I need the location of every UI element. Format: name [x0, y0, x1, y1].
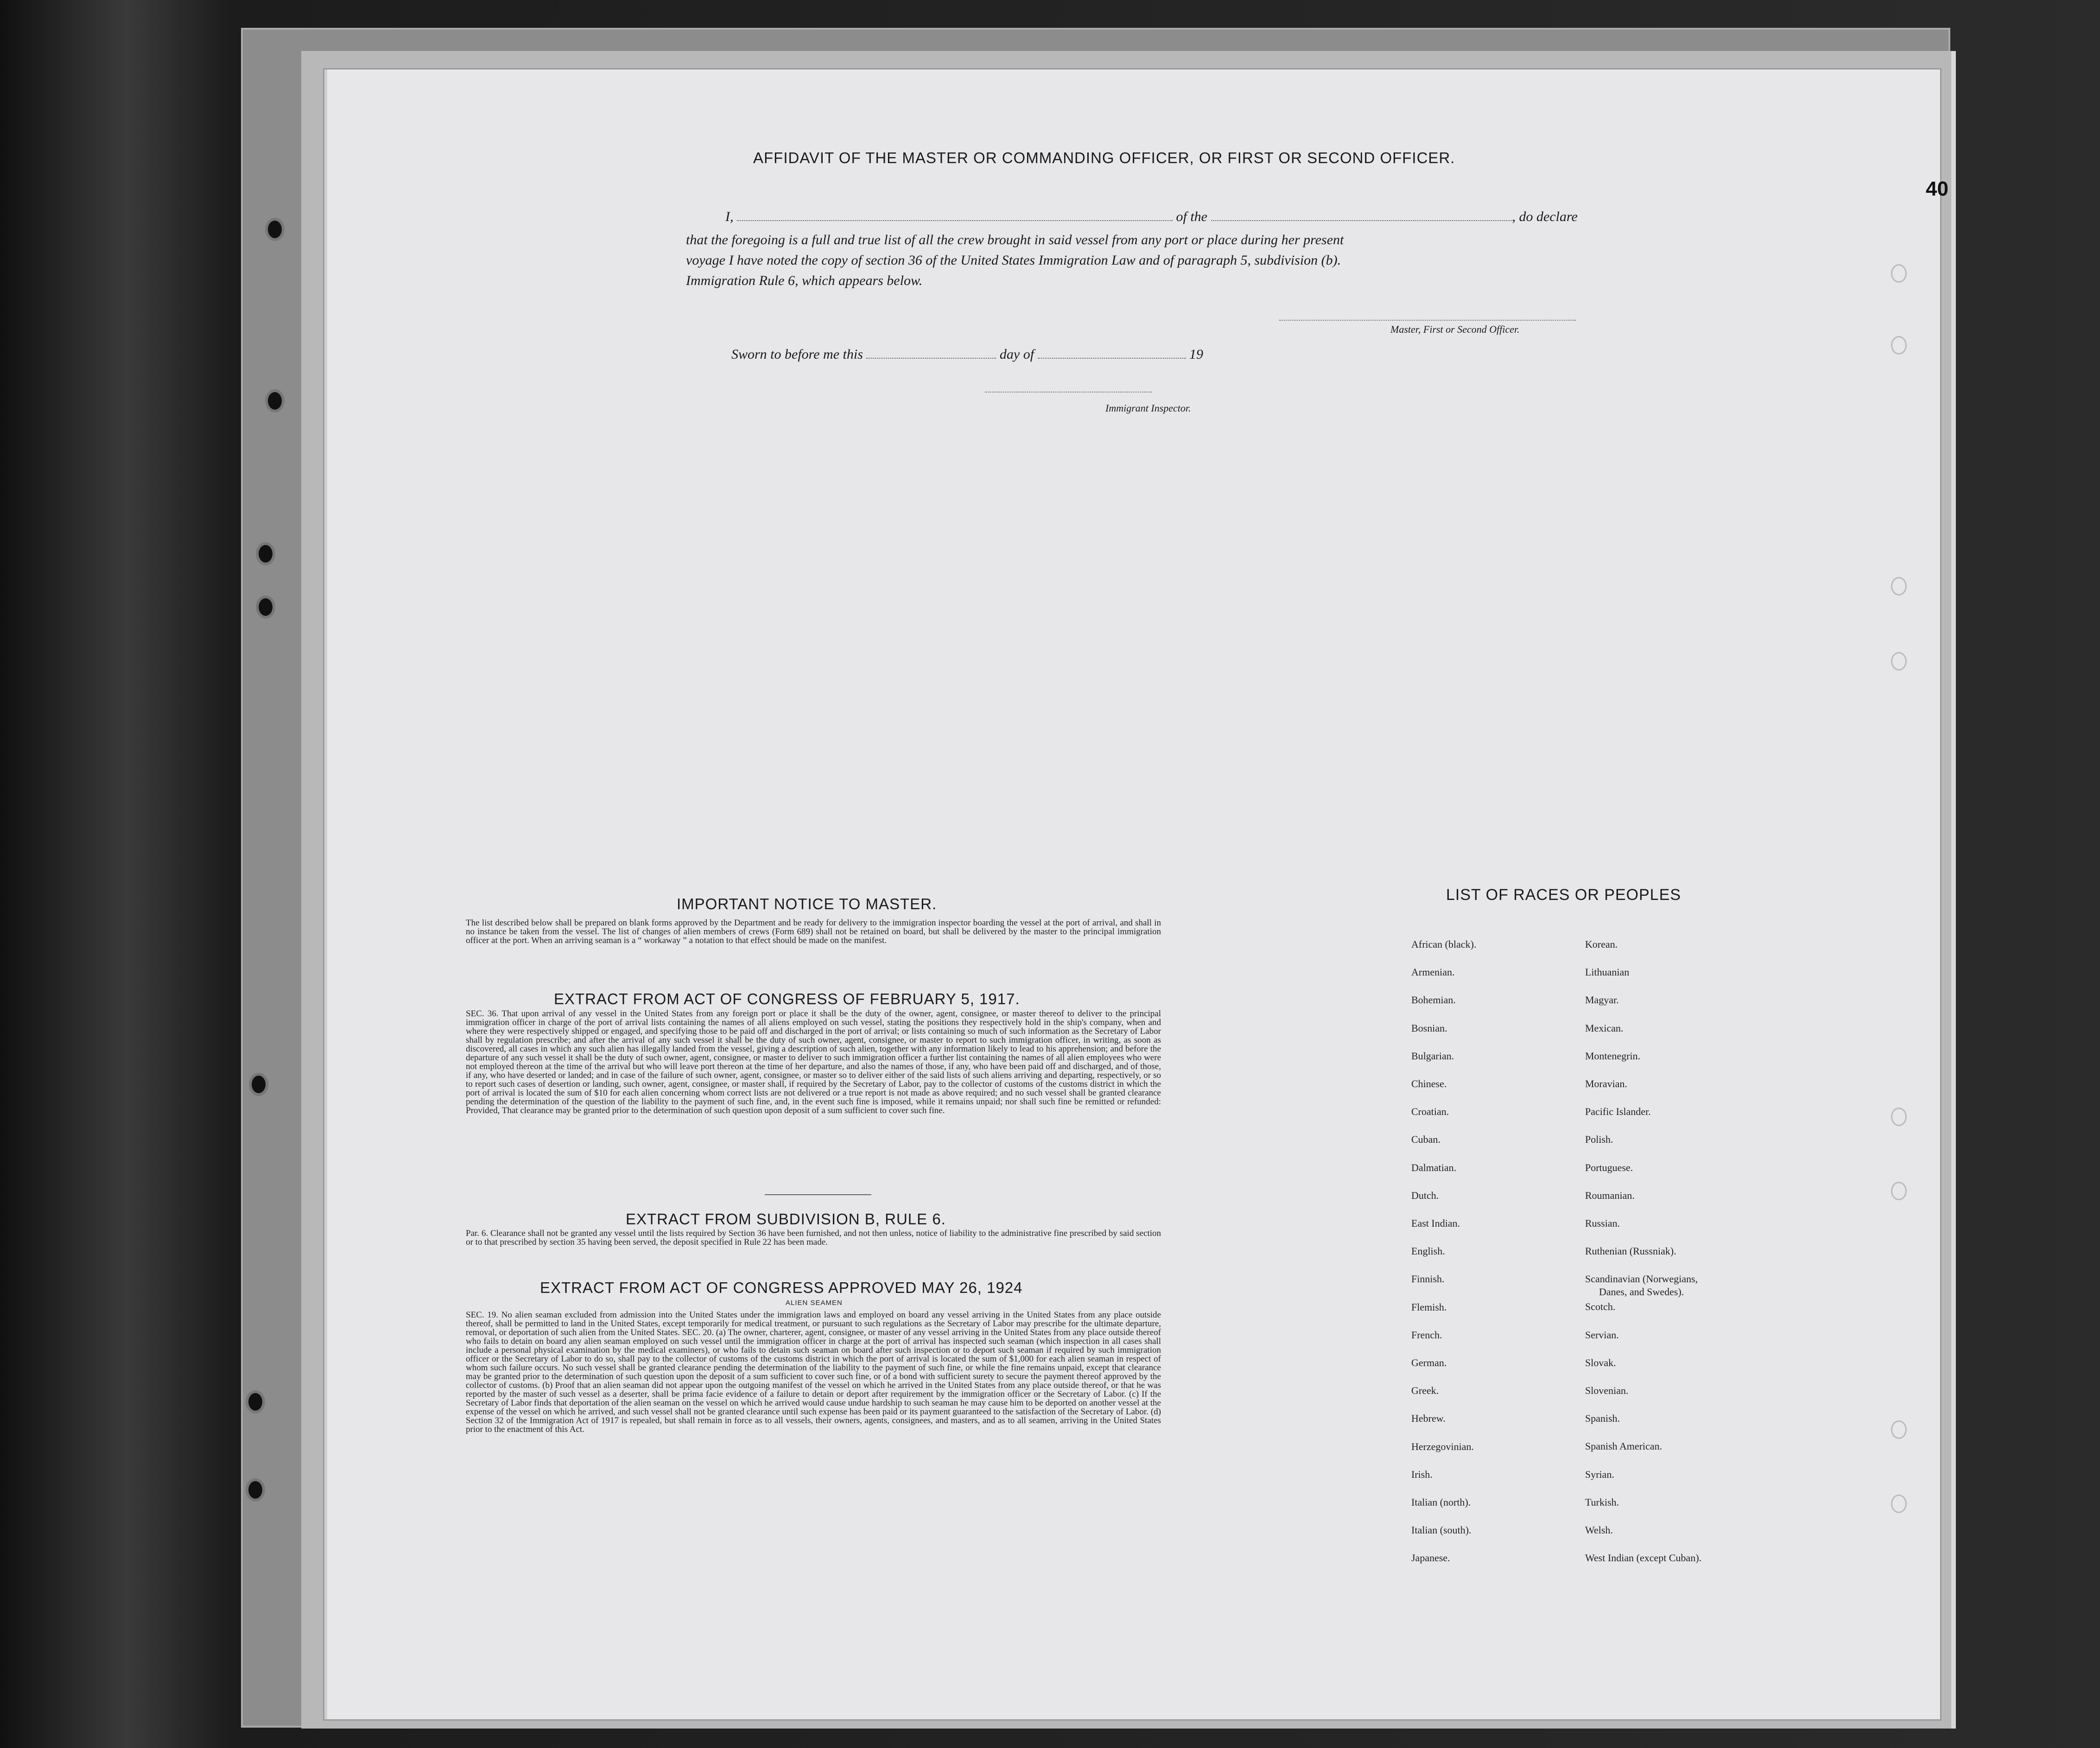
race-item: Polish.	[1585, 1134, 1613, 1145]
race-item: Croatian.	[1411, 1106, 1449, 1117]
race-item: Greek.	[1411, 1385, 1439, 1396]
race-item: Lithuanian	[1585, 966, 1630, 978]
binder-hole-icon	[265, 389, 285, 412]
day-of-text: day of	[999, 347, 1034, 362]
race-item: Hebrew.	[1411, 1412, 1446, 1424]
binder-hole-icon	[265, 218, 285, 241]
race-item: Spanish American.	[1585, 1440, 1662, 1452]
binder-hole-icon	[246, 1478, 265, 1501]
reinforcement-ring-icon	[1891, 264, 1907, 283]
race-item: Montenegrin.	[1585, 1050, 1641, 1062]
affidavit-of-the: of the	[1176, 209, 1207, 224]
reinforcement-ring-icon	[1891, 336, 1907, 355]
page-number: 40	[1926, 177, 1948, 200]
race-item: Dutch.	[1411, 1190, 1439, 1201]
extract-rule6-heading: EXTRACT FROM SUBDIVISION B, RULE 6.	[626, 1210, 946, 1228]
extract-1917-heading: EXTRACT FROM ACT OF CONGRESS OF FEBRUARY 5, 1917.	[554, 990, 1020, 1007]
binder-hole-icon	[256, 595, 275, 619]
race-item: Ruthenian (Russniak).	[1585, 1245, 1676, 1257]
race-item: West Indian (except Cuban).	[1585, 1552, 1702, 1564]
race-item: Japanese.	[1411, 1552, 1450, 1564]
affidavit-line-3: voyage I have noted the copy of section 36 of the United States Immigration Law and of paragraph 5, subdivision (b).	[686, 253, 1341, 268]
race-item: Portuguese.	[1585, 1162, 1633, 1173]
extract-1917-body: SEC. 36. That upon arrival of any vessel in the United States from any foreign port or place it shall be the duty of the owner, agent, consignee, or master thereof to deliver to the principal immigration officer in charge of the port of arrival lists containing the names of all aliens employed on such vessel, stating the positions they respectively hold in the ship's company, when and where they were respectively shipped or engaged, and specifying those to be paid off and discharged in the port of arrival; or lists containing so much of such information as the Secretary of Labor shall by regulation prescribe; and after the arrival of any such vessel it shall be the duty of such owner, agent, consignee, or master to report to such immigration officer, in writing, as soon as discovered, all cases in which any such alien has illegally landed from the vessel, giving a description of such alien, together with any information likely to lead to his apprehension; and before the departure of any such vessel it shall be the duty of such owner, agent, consignee, or master to deliver to such immigration officer a further list containing the names of all alien employees who were not employed thereon at the time of the arrival but who will leave port thereon at the time of her departure, and also the names of those, if any, who have been paid off and discharged, and of those, if any, who have deserted or landed; and in case of the failure of such owner, agent, consignee, or master so to deliver either of the said lists of such aliens arriving and departing, respectively, or so to report such cases of desertion or landing, such owner, agent, consignee, or master shall, if required by the Secretary of Labor, pay to the collector of customs of the customs district in which the port of arrival is located the sum of $10 for each alien concerning whom correct lists are not delivered or a true report is not made as above required; and no such vessel shall be granted clearance pending the determination of the question of the liability to the payment of such fine, and, in the event such fine is imposed, while it remains unpaid; nor shall such fine be remitted or refunded: Provided, That clearance may be granted prior to the determination of such question upon deposit of a sum sufficient to cover such fine.	[466, 1009, 1161, 1115]
extract-1924-subheading: ALIEN SEAMEN	[786, 1299, 843, 1307]
race-item: Roumanian.	[1585, 1190, 1635, 1201]
race-item: Italian (south).	[1411, 1524, 1472, 1536]
master-signature-line	[1279, 320, 1576, 321]
race-item: Dalmatian.	[1411, 1162, 1457, 1173]
binder-hole-icon	[246, 1390, 265, 1413]
year-prefix: 19	[1189, 347, 1204, 362]
reinforcement-ring-icon	[1891, 652, 1907, 671]
race-item: Moravian.	[1585, 1078, 1628, 1089]
name-blank	[737, 208, 1173, 221]
race-item: Danes, and Swedes).	[1599, 1286, 1684, 1298]
reinforcement-ring-icon	[1891, 1108, 1907, 1126]
race-item: Armenian.	[1411, 966, 1455, 978]
race-item: Magyar.	[1585, 994, 1619, 1006]
race-item: Slovak.	[1585, 1357, 1616, 1368]
race-item: Flemish.	[1411, 1301, 1447, 1313]
race-item: Finnish.	[1411, 1273, 1445, 1285]
race-item: French.	[1411, 1329, 1442, 1341]
day-blank	[866, 346, 996, 359]
race-item: Chinese.	[1411, 1078, 1447, 1089]
section-divider	[765, 1194, 871, 1195]
race-item: Spanish.	[1585, 1412, 1620, 1424]
affidavit-i: I,	[725, 209, 734, 224]
race-item: Bulgarian.	[1411, 1050, 1454, 1062]
race-item: Russian.	[1585, 1217, 1620, 1229]
extract-rule6-body: Par. 6. Clearance shall not be granted any vessel until the lists required by Section 36 have been furnished, and not then unless, notice of liability to the administrative fine prescribed by said section or to that prescribed by section 35 having been served, the deposit specified in Rule 22 has been made.	[466, 1229, 1161, 1247]
race-item: Cuban.	[1411, 1134, 1440, 1145]
affidavit-line-2: that the foregoing is a full and true list of all the crew brought in said vessel from any port or place during her present	[686, 232, 1344, 247]
affidavit-title: AFFIDAVIT OF THE MASTER OR COMMANDING OFFICER, OR FIRST OR SECOND OFFICER.	[753, 149, 1455, 166]
race-item: German.	[1411, 1357, 1447, 1368]
races-list-title: LIST OF RACES OR PEOPLES	[1446, 886, 1681, 904]
race-item: English.	[1411, 1245, 1445, 1257]
race-item: Mexican.	[1585, 1022, 1624, 1034]
affidavit-do-declare: , do declare	[1512, 209, 1578, 224]
race-item: Bohemian.	[1411, 994, 1456, 1006]
race-item: Irish.	[1411, 1469, 1433, 1480]
important-notice-body: The list described below shall be prepared on blank forms approved by the Department and be ready for delivery to the immigration inspector boarding the vessel at the port of arrival, and shall in no instance be taken from the vessel. The list of changes of alien members of crews (Form 689) shall not be retained on board, but shall be delivered by the master to the principal immigration officer at the port. When an arriving seaman is a “ workaway ” a notation to that effect should be made on the manifest.	[466, 918, 1161, 945]
inspector-signature-line	[985, 392, 1152, 393]
race-item: Pacific Islander.	[1585, 1106, 1651, 1117]
race-item: Syrian.	[1585, 1469, 1614, 1480]
affidavit-line-1	[725, 208, 1597, 226]
affidavit-line-4: Immigration Rule 6, which appears below.	[686, 273, 923, 288]
reinforcement-ring-icon	[1891, 1182, 1907, 1200]
race-item: Korean.	[1585, 938, 1618, 950]
master-signature-label: Master, First or Second Officer.	[1390, 323, 1520, 335]
binder-hole-icon	[256, 542, 275, 565]
extract-1924-heading: EXTRACT FROM ACT OF CONGRESS APPROVED MAY 26, 1924	[540, 1279, 1023, 1296]
sworn-line	[731, 345, 1288, 364]
race-item: African (black).	[1411, 938, 1477, 950]
race-item: Welsh.	[1585, 1524, 1613, 1536]
race-item: Herzegovinian.	[1411, 1441, 1474, 1452]
race-item: Turkish.	[1585, 1496, 1619, 1508]
race-item: Italian (north).	[1411, 1496, 1471, 1508]
reinforcement-ring-icon	[1891, 1420, 1907, 1439]
vessel-blank	[1211, 208, 1512, 221]
inspector-label: Immigrant Inspector.	[1105, 402, 1191, 414]
binder-hole-icon	[249, 1073, 268, 1096]
month-blank	[1038, 346, 1186, 359]
race-item: Slovenian.	[1585, 1385, 1629, 1396]
race-item: Bosnian.	[1411, 1022, 1447, 1034]
reinforcement-ring-icon	[1891, 577, 1907, 595]
extract-1924-body: SEC. 19. No alien seaman excluded from admission into the United States under the immigration laws and employed on board any vessel arriving in the United States from any place outside thereof, shall be permitted to land in the United States, except temporarily for medical treatment, or pursuant to such regulations as the Secretary of Labor may prescribe for the ultimate departure, removal, or deportation of such alien from the United States. SEC. 20. (a) The owner, charterer, agent, consignee, or master of any vessel arriving in the United States from any place outside thereof who fails to detain on board any alien seaman employed on such vessel until the immigration officer in charge at the port of arrival has inspected such seaman (which inspection in all cases shall include a personal physical examination by the medical examiners), or who fails to detain such seaman on board after such inspection or to deport such seaman if required by such immigration officer or the Secretary of Labor to do so, shall pay to the collector of customs of the customs district in which the port of arrival is located the sum of $1,000 for each alien seaman in respect of whom such failure occurs. No such vessel shall be granted clearance pending the determination of the liability to the payment of such fine, or while the fine remains unpaid, except that clearance may be granted prior to the determination of such question upon the deposit of a sum sufficient to cover such fine, or of a bond with sufficient surety to secure the payment thereof approved by the collector of customs. (b) Proof that an alien seaman did not appear upon the outgoing manifest of the vessel on which he arrived in the United States from any place outside thereof, or that he was reported by the master of such vessel as a deserter, shall be prima facie evidence of a failure to detain or deport after requirement by the immigration officer or the Secretary of Labor. (c) If the Secretary of Labor finds that deportation of the alien seaman on the vessel on which he arrived would cause undue hardship to such seaman he may cause him to be deported on another vessel at the expense of the vessel on which he arrived, and such vessel shall not be granted clearance until such expense has been paid or its payment guaranteed to the satisfaction of the Secretary of Labor. (d) Section 32 of the Immigration Act of 1917 is repealed, but shall remain in force as to all vessels, their owners, agents, consignees, and masters, and as to all seamen, arriving in the United States prior to the enactment of this Act.	[466, 1310, 1161, 1434]
race-item: Scandinavian (Norwegians,	[1585, 1273, 1698, 1285]
race-item: Servian.	[1585, 1329, 1619, 1341]
race-item: Scotch.	[1585, 1301, 1616, 1312]
important-notice-heading: IMPORTANT NOTICE TO MASTER.	[677, 895, 937, 912]
race-item: East Indian.	[1411, 1217, 1460, 1229]
reinforcement-ring-icon	[1891, 1495, 1907, 1513]
document-page	[324, 70, 1940, 1719]
sworn-text: Sworn to before me this	[731, 347, 863, 362]
